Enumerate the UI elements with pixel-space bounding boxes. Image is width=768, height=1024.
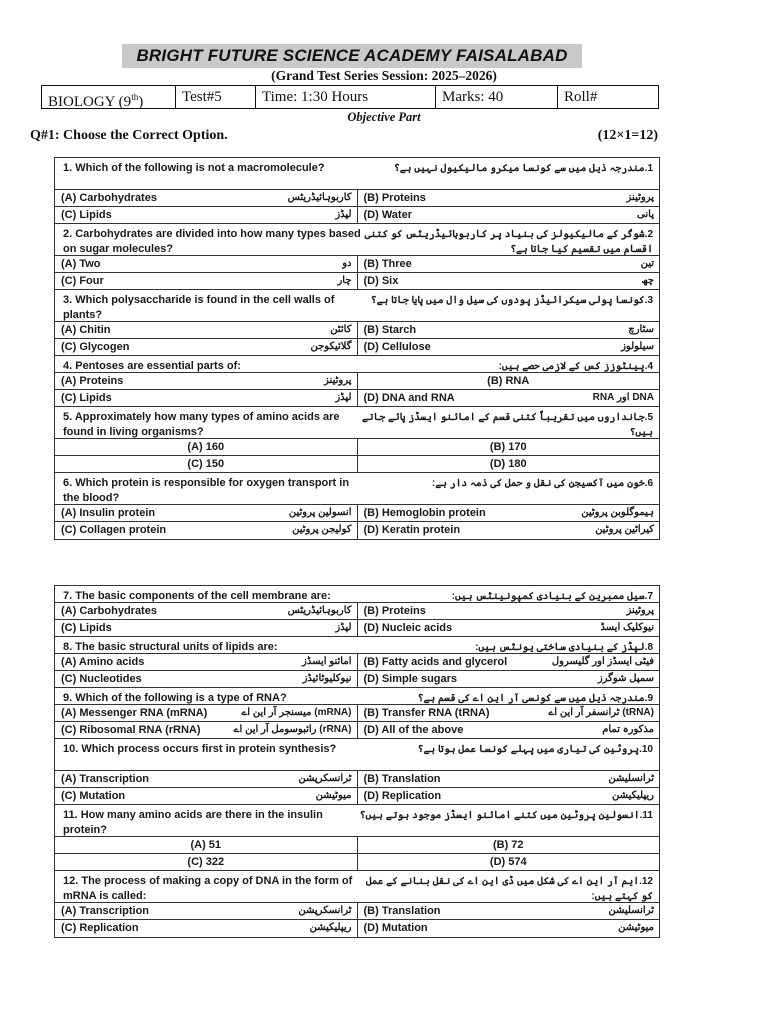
roll-cell: Roll# [564,89,598,105]
option-text-en: (A) Transcription [61,773,150,785]
option-text-en: (C) Mutation [61,790,126,802]
question-text-en: 3. Which polysaccharide is found in the cell walls of plants? [63,294,335,321]
options-row [55,671,659,688]
question-row [55,290,659,322]
options-row [55,256,659,273]
options-row [55,771,659,788]
option-text-en: (B) Proteins [363,192,426,204]
option-text-ur: ٹرانسکرپشن [298,905,352,916]
option-text-en: (D) Six [363,275,399,287]
question-text-ur: 5.جانداروں میں تقریباً کتنی قسم کے امائنو ایسڈز پائے جاتے ہیں؟ [361,412,653,438]
option-text-en: (C) Lipids [61,622,112,634]
option-text-en: (C) Four [61,275,104,287]
option-text-en: (D) 180 [489,458,527,470]
question-text-ur: 4.پینٹوزز کس کے لازمی حصے ہیں: [498,361,653,372]
option-text-ur: DNA اور RNA [592,392,654,403]
question-row [55,473,659,505]
option-cell [55,920,358,937]
question-text-ur: 9.مندرجہ ذیل میں سے کونسی آر این اے کی قسم ہے؟ [417,693,653,704]
option-cell [55,603,358,619]
option-cell [55,505,358,521]
option-text-en: (D) Water [363,209,412,221]
question-text-en: 10. Which process occurs first in protein synthesis? [63,743,337,755]
test-cell: Test#5 [176,86,256,108]
option-cell [358,788,660,804]
option-text-ur: چار [337,275,352,286]
option-text-en: (D) DNA and RNA [363,392,455,404]
questions-box-2 [54,585,660,938]
option-text-ur: امائنو ایسڈز [302,656,352,667]
options-row [55,654,659,671]
option-cell [55,854,358,870]
option-text-en: (A) Amino acids [61,656,145,668]
option-text-en: (D) Cellulose [363,341,431,353]
option-text-en: (D) Nucleic acids [363,622,453,634]
option-cell [358,654,660,670]
option-text-ur: مذکورہ تمام [602,724,654,735]
question-text-en: 4. Pentoses are essential parts of: [63,360,241,372]
option-text-en: (C) 322 [187,856,225,868]
options-row [55,439,659,456]
question-text-ur: 6.خون میں آکسیجن کی نقل و حمل کی ذمہ دار ہے: [431,478,653,489]
option-text-ur: لپڈز [335,622,352,633]
option-text-ur: دو [342,258,352,269]
option-text-en: (D) All of the above [363,724,464,736]
question-row [55,224,659,256]
question-heading: Q#1: Choose the Correct Option. [30,128,228,143]
option-text-ur: پانی [637,209,654,220]
option-cell [55,439,358,455]
options-row [55,920,659,937]
option-cell [358,207,660,223]
time-cell: Time: 1:30 Hours [256,86,436,108]
option-text-en: (A) 160 [187,441,225,453]
option-text-ur: کولیجن پروٹین [292,524,352,535]
option-cell [55,207,358,223]
option-text-ur: میوٹیشن [618,922,654,933]
question-text-en: 5. Approximately how many types of amino acids are found in living organisms? [63,411,340,438]
options-row [55,620,659,637]
option-cell [358,390,660,406]
question-text-en: 2. Carbohydrates are divided into how many types based on sugar molecules? [63,228,361,255]
option-text-ur: تین [640,258,654,269]
option-cell [55,190,358,206]
option-text-ur: (mRNA) میسنجر آر این اے [241,707,352,718]
option-cell [358,256,660,272]
option-text-en: (C) Collagen protein [61,524,167,536]
option-text-en: (C) Nucleotides [61,673,142,685]
option-text-en: (D) Replication [363,790,442,802]
option-text-ur: نیوکلیک ایسڈ [600,622,654,633]
question-text-ur: 2.شوگر کے مالیکیولز کی بنیاد پر کاربوہائیڈریٹس کو کتنی اقسام میں تقسیم کیا جاتا ہے؟ [364,229,653,255]
option-cell [55,522,358,539]
question-row [55,688,659,705]
objective-part-label: Objective Part [347,110,421,124]
marks-cell: Marks: 40 [436,86,558,108]
option-text-en: (C) 150 [187,458,225,470]
option-cell [55,273,358,289]
options-row [55,705,659,722]
option-text-ur: پروٹینز [324,375,352,386]
option-cell [358,439,660,455]
question-text-en: 7. The basic components of the cell membrane are: [63,590,331,602]
option-text-en: (A) Messenger RNA (mRNA) [61,707,208,719]
option-cell [358,603,660,619]
option-cell [358,620,660,636]
option-text-en: (B) Fatty acids and glycerol [363,656,508,668]
options-row [55,788,659,805]
option-text-ur: لپڈز [335,392,352,403]
option-cell [55,771,358,787]
option-cell [55,903,358,919]
option-cell [358,771,660,787]
academy-title: BRIGHT FUTURE SCIENCE ACADEMY FAISALABAD [122,44,582,68]
option-text-en: (B) RNA [487,375,530,387]
option-cell [358,903,660,919]
option-text-ur: ٹرانسکرپشن [298,773,352,784]
option-cell [55,256,358,272]
option-cell [358,837,660,853]
question-text-ur: 1.مندرجہ ذیل میں سے کونسا میکرو مالیکیول نہیں ہے؟ [393,163,653,174]
option-cell [358,854,660,870]
options-row [55,603,659,620]
option-text-ur: ریپلیکیشن [309,922,352,933]
option-text-en: (A) Carbohydrates [61,605,157,617]
option-text-en: (D) Mutation [363,922,428,934]
option-text-en: (B) Transfer RNA (tRNA) [363,707,490,719]
option-cell [358,373,660,389]
question-text-ur: 3.کونسا پولی سیکرائیڈز پودوں کی سیل وال میں پایا جاتا ہے؟ [370,295,653,306]
option-cell [358,505,660,521]
option-text-en: (B) 170 [489,441,527,453]
question-text-en: 8. The basic structural units of lipids are: [63,641,278,653]
option-cell [55,390,358,406]
question-row [55,739,659,771]
option-cell [358,456,660,472]
options-row [55,854,659,871]
option-text-en: (D) Simple sugars [363,673,458,685]
options-row [55,207,659,224]
option-text-en: (A) Transcription [61,905,150,917]
options-row [55,505,659,522]
exam-info-table [41,85,659,109]
option-text-ur: انسولین پروٹین [288,507,352,518]
question-text-en: 11. How many amino acids are there in the insulin protein? [63,809,323,836]
option-cell [358,722,660,738]
question-text-en: 1. Which of the following is not a macromolecule? [63,162,325,174]
option-cell [358,322,660,338]
question-row [55,805,659,837]
subject-cell [42,86,176,108]
option-text-ur: کاربوہائیڈریٹس [287,605,352,616]
option-text-ur: پروٹینز [626,192,654,203]
option-text-en: (C) Glycogen [61,341,130,353]
question-text-ur: 10.پروٹین کی تیاری میں پہلے کونسا عمل ہوتا ہے؟ [417,744,653,755]
option-text-ur: سمپل شوگرز [597,673,654,684]
option-text-ur: نیوکلیوٹائیڈز [302,673,352,684]
option-text-en: (D) 574 [489,856,527,868]
option-cell [55,788,358,804]
option-cell [358,705,660,721]
option-cell [55,837,358,853]
option-text-ur: گلائیکوجن [310,341,352,352]
option-cell [55,620,358,636]
options-row [55,273,659,290]
option-text-en: (B) 72 [492,839,524,851]
option-text-en: (A) Carbohydrates [61,192,157,204]
option-text-ur: ٹرانسلیشن [608,773,654,784]
option-cell [55,722,358,738]
session-line: (Grand Test Series Session: 2025–2026) [271,68,497,83]
subject-text: BIOLOGY (9 [48,94,132,110]
option-text-en: (B) Proteins [363,605,426,617]
question-text-en: 12. The process of making a copy of DNA in the form of mRNA is called: [63,875,353,902]
option-cell [358,920,660,937]
subject-sup: th [131,92,139,102]
option-cell [55,322,358,338]
option-text-ur: ہیموگلوبن پروٹین [581,507,654,518]
options-row [55,837,659,854]
option-cell [55,671,358,687]
option-text-en: (C) Replication [61,922,139,934]
option-text-en: (C) Lipids [61,392,112,404]
option-text-ur: ریپلیکیشن [611,790,654,801]
question-text-en: 9. Which of the following is a type of RNA? [63,692,287,704]
option-text-ur: (rRNA) رائبوسومل آر این اے [233,724,352,735]
options-row [55,903,659,920]
option-cell [55,456,358,472]
options-row [55,522,659,539]
option-cell [55,705,358,721]
question-text-ur: 12.ایم آر این اے کی شکل میں ڈی این اے کی نقل بنانے کے عمل کو کہتے ہیں: [365,876,653,902]
option-text-ur: پروٹینز [626,605,654,616]
option-text-en: (A) Insulin protein [61,507,156,519]
option-text-en: (B) Starch [363,324,417,336]
option-text-en: (B) Three [363,258,412,270]
question-row [55,407,659,439]
option-text-ur: سٹارچ [628,324,654,335]
option-text-en: (B) Translation [363,905,441,917]
options-row [55,722,659,739]
option-cell [358,339,660,355]
option-cell [358,190,660,206]
option-cell [358,671,660,687]
option-text-ur: سیلولوز [621,341,654,352]
question-row [55,586,659,603]
question-row [55,158,659,190]
option-text-en: (A) Chitin [61,324,111,336]
options-row [55,390,659,407]
options-row [55,456,659,473]
option-text-ur: چھ [641,275,654,286]
question-marks: (12×1=12) [597,128,658,143]
option-text-ur: میوٹیشن [315,790,352,801]
option-text-ur: ٹرانسلیشن [608,905,654,916]
option-text-ur: (tRNA) ٹرانسفر آر این اے [548,707,654,718]
option-text-en: (D) Keratin protein [363,524,461,536]
option-text-ur: کیراٹین پروٹین [595,524,654,535]
option-cell [358,273,660,289]
questions-box-1 [54,157,660,540]
option-text-en: (A) Two [61,258,101,270]
subject-close: ) [138,94,144,110]
option-cell [55,654,358,670]
option-text-en: (C) Ribosomal RNA (rRNA) [61,724,201,736]
option-cell [55,373,358,389]
option-text-en: (C) Lipids [61,209,112,221]
option-text-en: (A) 51 [190,839,222,851]
option-cell [55,339,358,355]
question-row [55,356,659,373]
option-text-en: (B) Translation [363,773,441,785]
option-text-ur: لپڈز [335,209,352,220]
question-text-ur: 11.انسولین پروٹین میں کتنے امائنو ایسڈز موجود ہوتے ہیں؟ [359,810,653,821]
question-text-ur: 7.سیل ممبرین کے بنیادی کمپونینٹس ہیں: [451,591,653,602]
option-text-ur: کاربوہائیڈریٹس [287,192,352,203]
option-cell [358,522,660,539]
options-row [55,322,659,339]
question-row [55,871,659,903]
option-text-ur: فیٹی ایسڈز اور گلیسرول [551,656,654,667]
question-text-ur: 8.لپڈز کے بنیادی ساختی یونٹس ہیں: [475,642,653,653]
question-text-en: 6. Which protein is responsible for oxygen transport in the blood? [63,477,350,504]
options-row [55,373,659,390]
options-row [55,339,659,356]
question-row [55,637,659,654]
options-row [55,190,659,207]
option-text-en: (A) Proteins [61,375,124,387]
option-text-en: (B) Hemoglobin protein [363,507,486,519]
option-text-ur: کائٹن [330,324,352,335]
